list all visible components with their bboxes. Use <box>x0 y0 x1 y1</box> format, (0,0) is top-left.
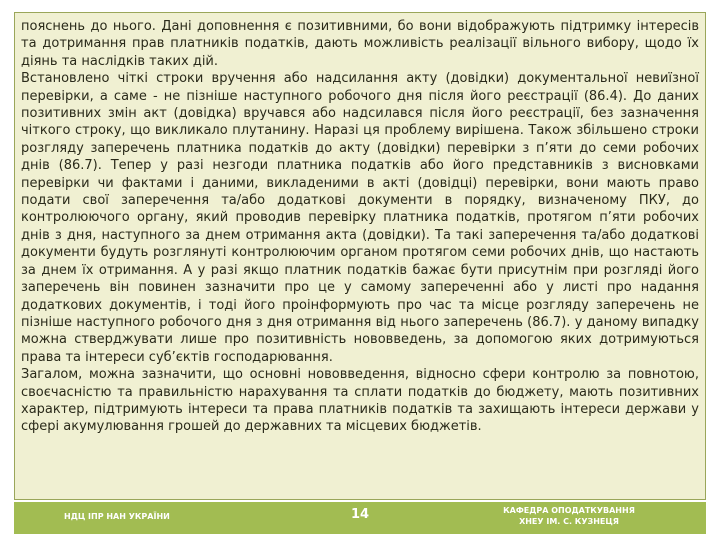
page-number: 14 <box>350 507 370 522</box>
footer-department-line2: ХНЕУ ІМ. С. КУЗНЕЦЯ <box>519 517 619 526</box>
body-text <box>21 18 699 436</box>
paragraph: Загалом, можна зазначити, що основні нововведення, відносно сфери контролю за повнотою, своєчасністю та правильністю нарахування та сплати податків до бюджету, мають позитивних характер, підтримують інтереси та права платників податків та захищають інтереси держави у сфері акумулювання грошей до державних та місцевих бюджетів. <box>21 367 699 435</box>
content-panel <box>14 12 706 500</box>
footer-department-line1: КАФЕДРА ОПОДАТКУВАННЯ <box>503 506 635 515</box>
footer-organization: НДЦ ІПР НАН УКРАЇНИ <box>64 512 170 521</box>
footer-bar <box>14 502 706 534</box>
paragraph: Встановлено чіткі строки вручення або надсилання акту (довідки) документальної невиїзної перевірки, а саме - не пізніше наступного робочого дня після його реєстрації (86.4). До даних позитивних змін акт (довідка) вручався або надсилався після його реєстрації, без зазначення чіткого строку, що викликало плутанину. Наразі ця проблему вирішена. Також збільшено строки розгляду заперечень платника податків до акту (довідки) перевірки з п’яти до семи робочих днів (86.7). Тепер у разі незгоди платника податків або його представників з висновками перевірки чи фактами і даними, викладеними в акті (довідці) перевірки, вони мають право подати свої заперечення та/або додаткові документи в порядку, визначеному ПКУ, до контролюючого органу, який проводив перевірку платника податків, протягом п’яти робочих днів з дня, наступного за днем отримання акта (довідки). Та такі заперечення та/або додаткові документи будуть розглянуті контролюючим органом протягом семи робочих днів, що настають за днем їх отримання. А у разі якщо платник податків бажає бути присутнім при розгляді його заперечень він повинен зазначити про це у самому запереченні або у листі про надання додаткових документів, і тоді його проінформують про час та місце розгляду заперечень не пізніше наступного робочого дня з дня отримання від нього заперечень (86.7). у даному випадку можна стверджувати лише про позитивність нововведень, за допомогою яких дотримуються права та інтереси суб’єктів господарювання. <box>21 71 699 365</box>
footer-department <box>454 505 684 527</box>
paragraph: пояснень до нього. Дані доповнення є позитивними, бо вони відображують підтримку інтересів та дотримання прав платників податків, дають можливість реалізації вільного вибору, щодо їх діянь та наслідків таких дій. <box>21 19 699 69</box>
